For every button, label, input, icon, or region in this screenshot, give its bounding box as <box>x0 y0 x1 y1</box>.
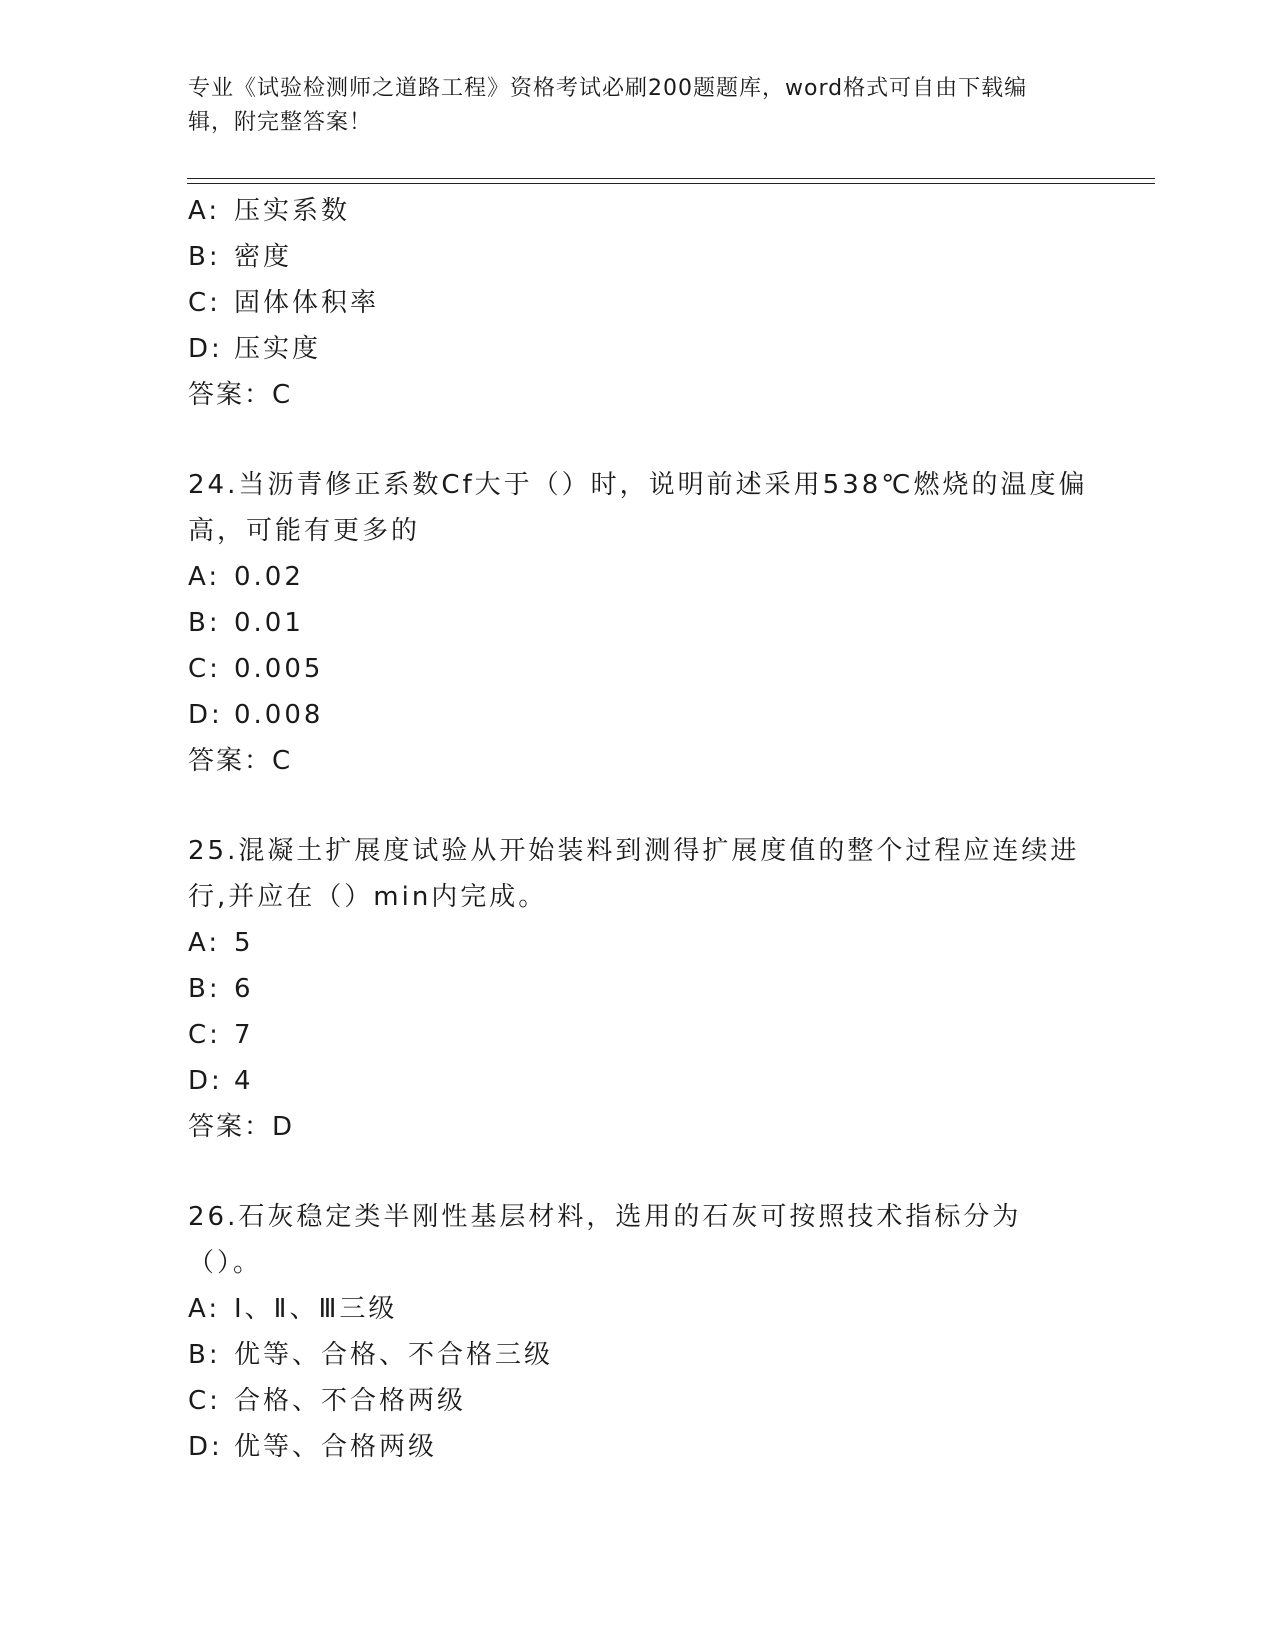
option-text: Ⅰ、Ⅱ、Ⅲ三级 <box>234 1294 398 1324</box>
option-text: 压实度 <box>234 334 322 364</box>
option-label: D: <box>188 700 223 730</box>
option-text: 合格、不合格两级 <box>234 1386 467 1416</box>
option-d <box>188 1058 1088 1104</box>
option-text: 5 <box>234 928 254 958</box>
option-b <box>188 600 1088 646</box>
option-text: 密度 <box>234 242 293 272</box>
option-b <box>188 234 1088 280</box>
spacer <box>188 784 1088 828</box>
option-label: B: <box>188 974 221 1004</box>
option-label: D: <box>188 334 223 364</box>
option-text: 6 <box>234 974 254 1004</box>
option-d <box>188 1424 1088 1470</box>
option-label: C: <box>188 1020 221 1050</box>
option-d <box>188 692 1088 738</box>
question-text: 24.当沥青修正系数Cf大于（）时，说明前述采用538℃燃烧的温度偏高，可能有更多的 <box>188 470 1088 546</box>
option-label: C: <box>188 654 221 684</box>
option-text: 0.005 <box>234 654 324 684</box>
option-text: 优等、合格、不合格三级 <box>234 1340 554 1370</box>
option-label: B: <box>188 608 221 638</box>
option-text: 7 <box>234 1020 254 1050</box>
page-header: 专业《试验检测师之道路工程》资格考试必刷200题题库，word格式可自由下载编辑，附完整答案！ <box>188 76 1028 135</box>
option-text: 0.008 <box>234 700 324 730</box>
option-text: 0.01 <box>234 608 304 638</box>
header-divider <box>187 178 1155 184</box>
option-label: D: <box>188 1432 223 1462</box>
option-c <box>188 280 1088 326</box>
spacer <box>188 418 1088 462</box>
option-c <box>188 1012 1088 1058</box>
option-text: 压实系数 <box>234 196 351 226</box>
option-a <box>188 920 1088 966</box>
option-d <box>188 326 1088 372</box>
option-b <box>188 1332 1088 1378</box>
option-text: 固体体积率 <box>234 288 380 318</box>
option-a <box>188 188 1088 234</box>
option-c <box>188 646 1088 692</box>
option-label: B: <box>188 242 221 272</box>
question-content <box>188 188 1088 1470</box>
answer-line: 答案：C <box>188 746 293 776</box>
option-label: C: <box>188 288 221 318</box>
option-a <box>188 554 1088 600</box>
option-label: D: <box>188 1066 223 1096</box>
option-label: B: <box>188 1340 221 1370</box>
answer-line: 答案：C <box>188 380 293 410</box>
option-label: C: <box>188 1386 221 1416</box>
option-c <box>188 1378 1088 1424</box>
option-label: A: <box>188 1294 221 1324</box>
option-label: A: <box>188 196 221 226</box>
option-text: 优等、合格两级 <box>234 1432 438 1462</box>
question-text: 25.混凝土扩展度试验从开始装料到测得扩展度值的整个过程应连续进行,并应在（）min内完成。 <box>188 836 1080 912</box>
answer-line: 答案：D <box>188 1112 295 1142</box>
option-text: 0.02 <box>234 562 304 592</box>
option-b <box>188 966 1088 1012</box>
option-label: A: <box>188 928 221 958</box>
option-label: A: <box>188 562 221 592</box>
option-a <box>188 1286 1088 1332</box>
spacer <box>188 1150 1088 1194</box>
option-text: 4 <box>234 1066 254 1096</box>
question-text: 26.石灰稳定类半刚性基层材料，选用的石灰可按照技术指标分为（）。 <box>188 1202 1022 1278</box>
